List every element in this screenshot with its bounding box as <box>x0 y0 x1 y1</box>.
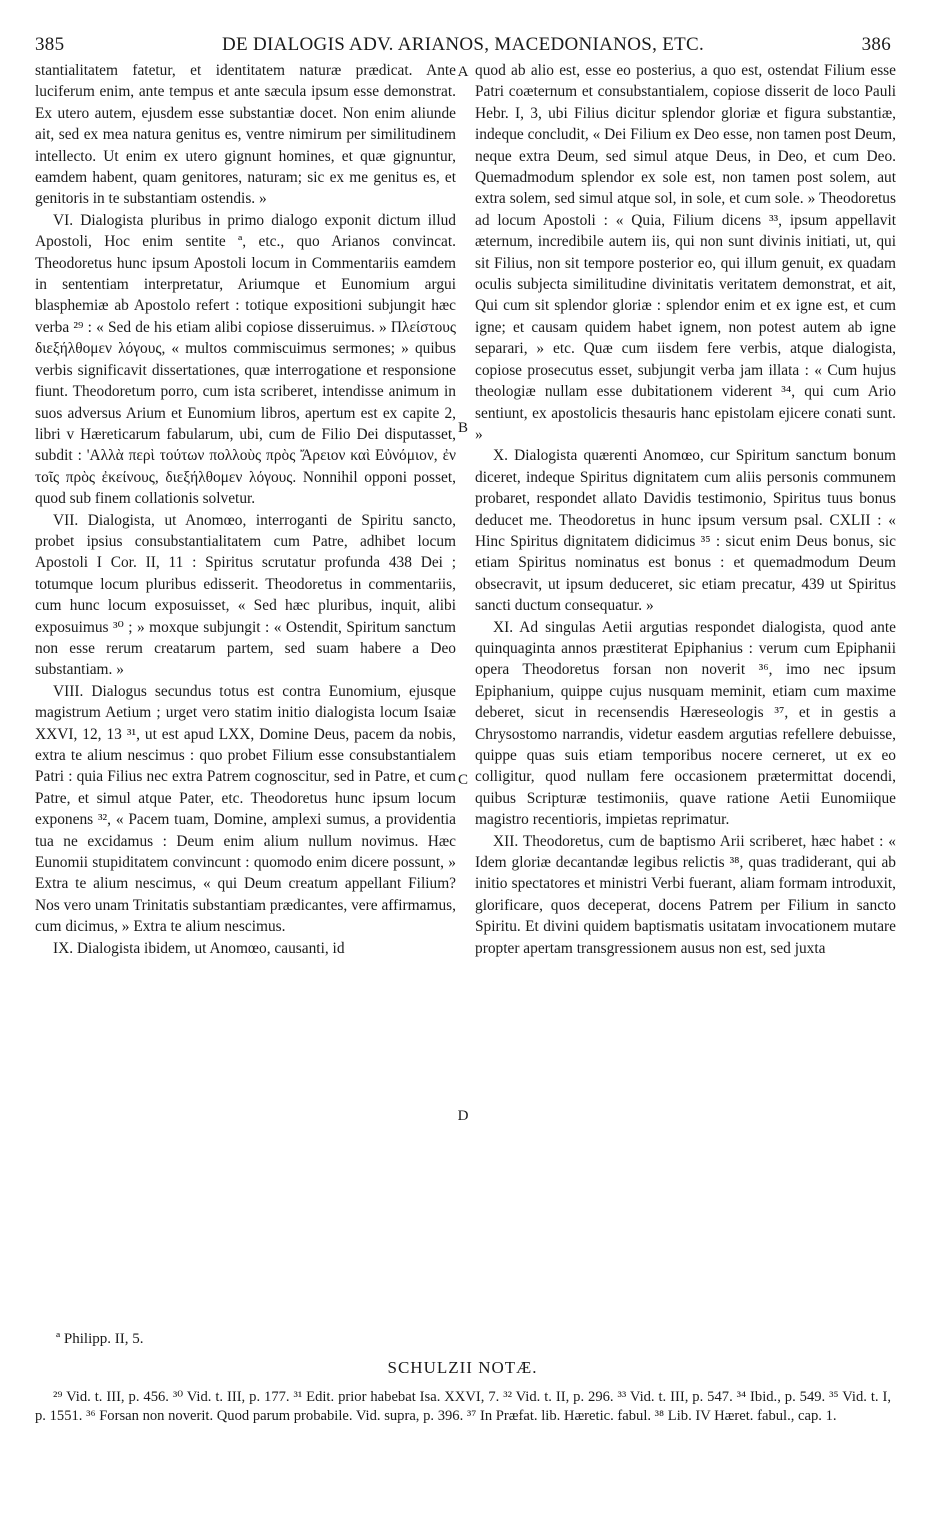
footnote-a: ª Philipp. II, 5. <box>56 1331 144 1347</box>
right-column <box>475 60 896 959</box>
paragraph-x: X. Dialogista quærenti Anomœo, cur Spiritum sanctum bonum diceret, indeque Spiritus dignitatem cum aliis personis communem probaret, respondet allato Davidis testimonio, Spiritus tuus bonus deducet me. Theodoretus in hunc ipsum versum psal. CXLII : « Hinc Spiritus dignitatem didicimus ³⁵ : sicut enim Deus bonus, sic etiam Spiritus nominatus est bonus : et quemadmodum Deum obsecravit, ut ipsum deduceret, sic etiam precatur, 439 ut Spiritus sancti ductum consequatur. » <box>475 447 896 615</box>
margin-marker-b: B <box>457 420 468 436</box>
paragraph-continued: stantialitatem fatetur, et identitatem naturæ prædicat. Ante luciferum enim, ante tempus et ante sæcula ipsum esse demonstrat. Ex utero autem, ejusdem esse substantiæ docet. Non enim aliunde ait, sed ex mea natura genitus es, ventre nimirum per similitudinem intellecto. Ut enim ex utero gignunt homines, et quæ gignuntur, eamdem habent, quam genitores, naturam; sic ex me genitus es, et genitoris in te substantiam ostendis. » <box>35 62 456 208</box>
notes-title: SCHULZII NOTÆ. <box>387 1358 538 1377</box>
notes-text: ²⁹ Vid. t. III, p. 456. ³⁰ Vid. t. III, p. 177. ³¹ Edit. prior habebat Isa. XXVI, 7. ³² Vid. t. II, p. 296. ³³ Vid. t. III, p. 547. ³⁴ Ibid., p. 549. ³⁵ Vid. t. I, p. 1551. ³⁶ Forsan non noverit. Quod parum probabile. Vid. supra, p. 396. ³⁷ In Præfat. lib. Hæretic. fabul. ³⁸ Lib. IV Hæret. fabul., cap. 1. <box>35 1389 891 1424</box>
paragraph-vii: VII. Dialogista, ut Anomœo, interroganti de Spiritu sancto, probet ipsius consubstantialitatem cum Patre, adhibet locum Apostoli I Cor. II, 11 : Spiritus scrutatur profunda 438 Dei ; totumque locum pluribus edisserit. Theodoretus in commentariis, cum hunc locum exposuisset, « Sed hæc pluribus, inquit, alibi exposuimus ³⁰ ; » moxque subjungit : « Ostendit, Spiritum sanctum non esse rerum creatarum partem, sed suam habere a Deo substantiam. » <box>35 511 456 679</box>
page-number-left: 385 <box>35 34 65 55</box>
paragraph-continued-right: quod ab alio est, esse eo posterius, a quo est, ostendat Filium esse Patri coæternum et consubstantialem, copiose disserit de loco Pauli Hebr. I, 3, ubi Filius dicitur splendor gloriæ et figura substantiæ, indeque concludit, « Dei Filium ex Deo esse, non tamen post Deum, neque extra Deum, sed simul atque Deus, in Deo, et cum Deo. Quemadmodum splendor ex sole est, non tamen post solem, aut extra solem, sed simul atque sol, in sole, et cum sole. » Theodoretus ad locum Apostoli : « Quia, Filium dicens ³³, ipsum appellavit æternum, incredibile autem iis, qui non sunt divinis initiati, ut, qui sit Filius, non sit tempore posterior eo, qui illum genuit, ex quadam oculis subjecta similitudine divinitatis veritatem demonstrat, et ait, Qui cum sit splendor gloriæ : splendor enim et ex igne est, et cum igne; et causam quidem habet ignem, non potest autem ab igne separari, » etc. Quæ cum iisdem fere verbis, atque dialogista, copiose prosecutus esset, subjungit verba jam illata : « Cum hujus theologiæ nullam esse dubitationem viderent ³⁴, qui cum Ario sentiunt, ex apostolicis thesauris hanc epistolam ejicere conati sunt. » <box>475 62 896 443</box>
schulz-notes <box>35 1388 891 1426</box>
left-column <box>35 60 456 959</box>
page-number-right: 386 <box>861 34 891 55</box>
paragraph-viii: VIII. Dialogus secundus totus est contra Eunomium, ejusque magistrum Aetium ; urget vero statim initio dialogista locum Isaiæ XXVI, 12, 13 ³¹, ut est apud LXX, Domine Deus, pacem da nobis, extra te alium nescimus : quo probet Filium esse consubstantialem Patri : quia Filius nec extra Patrem cognoscitur, sed in Patre, et cum Patre, et simul atque Pater, etc. Theodoretus hunc ipsum locum exponens ³², « Pacem tuam, Domine, amplexi sumus, a providentia tua ne excidamus : Deum enim alium nullum novimus. Hæc Eunomii stupiditatem convincunt : quomodo enim dicere possunt, » Extra te alium nescimus, « qui Deum creatum appellant Filium? Nos vero unam Trinitatis substantiam prædicantes, vere affirmamus, cum dicimus, » Extra te alium nescimus. <box>35 682 456 936</box>
paragraph-vi: VI. Dialogista pluribus in primo dialogo exponit dictum illud Apostoli, Hoc enim sentite ª, etc., quo Arianos convincat. Theodoretus hunc ipsum Apostoli locum in Commentariis eamdem in sententiam interpretatur, Ariumque et Eunomium argui blasphemiæ ab Apostolo refert : totique expositioni subjungit hæc verba ²⁹ : « Sed de his etiam alibi copiose disseruimus. » Πλείστους διεξήλθομεν λόγους, « multos commiscuimus sermones; » quibus verbis significavit dissertationes, quæ interrogatione et responsione fiunt. Theodoretum porro, cum ista scriberet, intendisse animum in suos adversus Arium et Eunomium libros, apertum est ex capite 2, libri v Hæreticarum fabularum, ubi, cum de Filio Dei disputasset, subdit : 'Αλλὰ περὶ τούτων πολλοὺς πρὸς Ἄρειον καὶ Εὐνόμιον, ἐν τοῖς πρὸς ἐκείνους, διεξήλθομεν λόγους. Nonnihil opponi posset, quod sub finem collationis solvetur. <box>35 211 456 508</box>
margin-marker-d: D <box>457 1108 469 1124</box>
running-header <box>35 34 891 60</box>
margin-marker-c: C <box>457 772 468 788</box>
paragraph-xi: XI. Ad singulas Aetii argutias respondet dialogista, quod ante quinquaginta annos præstiterat Epiphanius : verum cum Epiphanii opera Theodoretus forsan non noverit ³⁶, imo nec ipsum Epiphanium, quippe cujus nusquam meminit, etiam cum maxime deberet, sicut in recensendis Hæreseologis ³⁷, et in gestis a Chrysostomo narrandis, videtur easdem argutias refellere debuisse, quippe quas suis etiam temporibus nocere cerneret, ut ex eo colligitur, quod nullam fere occasionem prætermittat docendi, quibus Scripturæ testimoniis, quave ratione Aetii Eunomiique magistro recentioris, impietas reprimatur. <box>475 618 896 829</box>
paragraph-xii: XII. Theodoretus, cum de baptismo Arii scriberet, hæc habet : « Idem gloriæ decantandæ legibus relictis ³⁸, quas tradiderant, qui ab initio spectatores et ministri Verbi fuerant, aliam formam introduxit, glorificare, quos deceperat, docens Patrem per Filium in sancto Spiritu. Et divini quidem baptismatis usitatam invocationem mutare propter apertam transgressionem ausus non est, sed juxta <box>475 832 896 957</box>
paragraph-ix: IX. Dialogista ibidem, ut Anomœo, causanti, id <box>53 939 345 957</box>
margin-marker-a: A <box>457 64 469 80</box>
running-title: DE DIALOGIS ADV. ARIANOS, MACEDONIANOS, ETC. <box>221 34 705 55</box>
